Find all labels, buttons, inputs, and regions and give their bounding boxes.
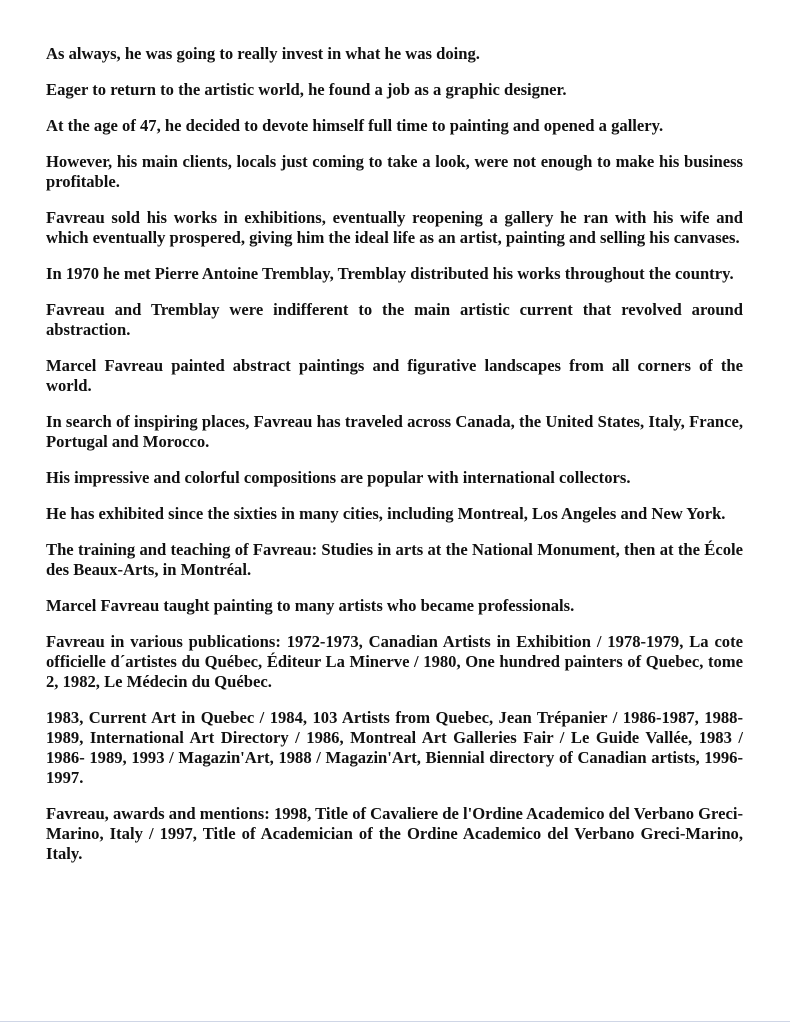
paragraph-invest: As always, he was going to really invest in what he was doing. [46,44,480,63]
paragraph-collectors: His impressive and colorful compositions are popular with international collectors. [46,468,631,487]
paragraph-age-47: At the age of 47, he decided to devote himself full time to painting and opened a gallery. [46,116,664,135]
paragraph-clients: However, his main clients, locals just coming to take a look, were not enough to make his business profitable. [46,152,743,191]
paragraph-graphic-designer: Eager to return to the artistic world, he found a job as a graphic designer. [46,80,567,99]
paragraph-teaching: Marcel Favreau taught painting to many artists who became professionals. [46,596,575,615]
paragraph-travels: In search of inspiring places, Favreau has traveled across Canada, the United States, Italy, France, Portugal and Morocco. [46,412,743,451]
paragraph-publications-continued: 1983, Current Art in Quebec / 1984, 103 Artists from Quebec, Jean Trépanier / 1986-1987, 1988-1989, International Art Directory / 1986, Montreal Art Galleries Fair / Le Guide Vallée, 1983 / 1986- 1989, 1993 / Magazin'Art, 1988 / Magazin'Art, Biennial directory of Canadian artists, 1996-1997. [46,708,743,787]
paragraph-publications: Favreau in various publications: 1972-1973, Canadian Artists in Exhibition / 1978-1979, La cote officielle d´artistes du Québec, Éditeur La Minerve / 1980, One hundred painters of Quebec, tome 2, 1982, Le Médecin du Québec. [46,632,743,691]
document-page [46,44,743,880]
paragraph-landscapes: Marcel Favreau painted abstract paintings and figurative landscapes from all corners of the world. [46,356,743,395]
paragraph-tremblay-1970: In 1970 he met Pierre Antoine Tremblay, Tremblay distributed his works throughout the country. [46,264,734,283]
paragraph-abstraction: Favreau and Tremblay were indifferent to the main artistic current that revolved around abstraction. [46,300,743,339]
bottom-edge-line [0,1021,790,1022]
paragraph-exhibitions: Favreau sold his works in exhibitions, eventually reopening a gallery he ran with his wife and which eventually prospered, giving him the ideal life as an artist, painting and selling his canvases. [46,208,743,247]
paragraph-awards: Favreau, awards and mentions: 1998, Title of Cavaliere de l'Ordine Academico del Verbano Greci-Marino, Italy / 1997, Title of Academician of the Ordine Academico del Verbano Greci-Marino, Italy. [46,804,743,863]
paragraph-training: The training and teaching of Favreau: Studies in arts at the National Monument, then at the École des Beaux-Arts, in Montréal. [46,540,743,579]
paragraph-exhibited-cities: He has exhibited since the sixties in many cities, including Montreal, Los Angeles and New York. [46,504,726,523]
